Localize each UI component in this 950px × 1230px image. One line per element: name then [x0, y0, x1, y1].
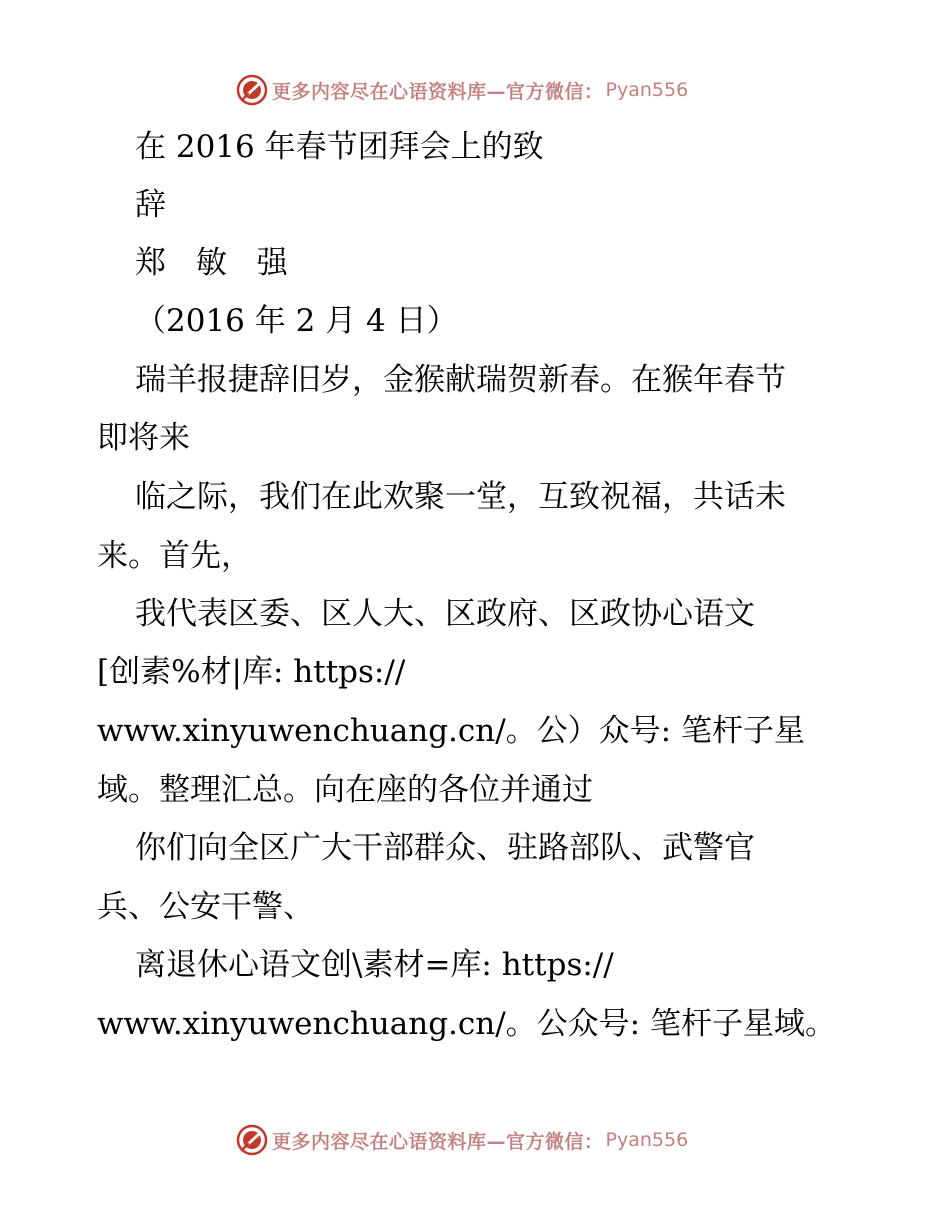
- body-line: 域。整理汇总。向在座的各位并通过: [97, 772, 593, 808]
- speech-date: （2016 年 2 月 4 日）: [135, 303, 458, 339]
- body-line: 你们向全区广大干部群众、驻路部队、武警官: [135, 830, 755, 866]
- body-line: 即将来: [97, 420, 190, 456]
- body-line: 我代表区委、区人大、区政府、区政协心语文: [135, 596, 755, 632]
- body-line: www.xinyuwenchuang.cn/。公）众号: 笔杆子星: [97, 713, 805, 749]
- body-line: www.xinyuwenchuang.cn/。公众号: 笔杆子星域。: [97, 1006, 836, 1042]
- body-line: 来。首先，: [97, 538, 252, 574]
- banner-wechat-id: Pyan556: [605, 1129, 689, 1151]
- body-line: 临之际，我们在此欢聚一堂，互致祝福，共话未: [135, 479, 786, 515]
- document-title-line2: 辞: [135, 187, 166, 223]
- author-name: 郑 敏 强: [135, 245, 298, 281]
- header-banner: [236, 74, 688, 106]
- body-line: 离退休心语文创\素材=库: https://: [135, 947, 614, 983]
- banner-text: 更多内容尽在心语资料库—官方微信：: [272, 80, 604, 103]
- banner-wechat-id: Pyan556: [605, 79, 689, 101]
- body-line: 兵、公安干警、: [97, 889, 314, 925]
- footer-banner: [236, 1124, 688, 1156]
- body-line: 瑞羊报捷辞旧岁，金猴献瑞贺新春。在猴年春节: [135, 362, 786, 398]
- banner-text: 更多内容尽在心语资料库—官方微信：: [272, 1130, 604, 1153]
- document-title-line1: 在 2016 年春节团拜会上的致: [135, 129, 544, 165]
- body-line: [创素%材|库: https://: [97, 654, 406, 690]
- red-seal-logo-icon: [236, 1124, 268, 1156]
- red-seal-logo-icon: [236, 74, 268, 106]
